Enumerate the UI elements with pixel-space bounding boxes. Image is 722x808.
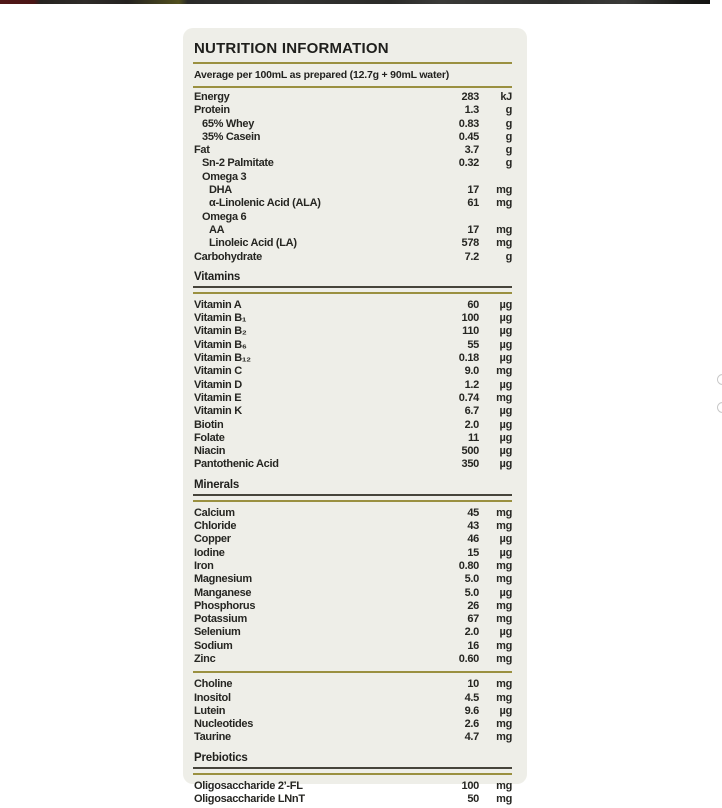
nutrient-unit: mg [496,613,512,626]
nutrient-label: Selenium [194,626,241,639]
carousel-next-button[interactable] [717,402,722,413]
nutrient-row [193,780,512,793]
nutrient-unit: µg [499,533,512,546]
nutrient-unit: mg [496,652,512,665]
nutrient-unit: mg [496,793,512,806]
nutrient-row [193,445,512,458]
nutrient-unit: µg [499,431,512,444]
nutrient-value: 45 [467,506,479,519]
nutrient-label: Omega 3 [202,170,247,183]
nutrient-unit: g [505,117,512,130]
nutrient-row [193,118,512,131]
nutrient-label: Sodium [194,639,233,652]
nutrient-unit: g [505,250,512,263]
nutrient-row [193,600,512,613]
nutrient-value: 9.0 [464,365,479,378]
nutrient-value: 3.7 [464,144,479,157]
nutrient-row [193,237,512,250]
nutrient-value: 11 [467,431,479,444]
nutrient-value: 50 [467,793,479,806]
nutrient-label: Manganese [194,586,252,599]
nutrient-label: Vitamin B₁ [194,312,247,325]
nutrient-row [193,640,512,653]
nutrient-row [193,507,512,520]
nutrient-row [193,104,512,117]
nutrient-unit: µg [499,445,512,458]
nutrient-value: 46 [467,533,479,546]
nutrient-value: 283 [461,91,479,103]
nutrient-value: 2.6 [464,718,479,731]
nutrient-value: 100 [461,312,479,325]
nutrient-label: Vitamin B₆ [194,338,247,351]
nutrient-value: 0.74 [458,391,479,404]
nutrient-value: 60 [467,298,479,311]
section-rows-other-nutrients [193,675,512,746]
panel-title: NUTRITION INFORMATION [194,40,389,57]
nutrient-value: 5.0 [464,586,479,599]
nutrient-row [193,299,512,312]
nutrient-row [193,184,512,197]
nutrient-unit: mg [496,365,512,378]
nutrient-row [193,718,512,731]
nutrient-row [193,419,512,432]
nutrient-unit: mg [496,559,512,572]
nutrient-value: 110 [462,325,479,338]
nutrient-unit: g [505,144,512,157]
section-rows-macronutrients [193,88,512,266]
serving-info: Average per 100mL as prepared (12.7g + 90mL water) [194,69,450,81]
nutrient-label: Iodine [194,546,225,559]
nutrient-label: Lutein [194,704,226,717]
section-header-vitamins: Vitamins [194,270,241,283]
nutrient-label: Folate [194,431,225,444]
nutrient-label: Omega 6 [202,210,247,223]
cropped-top-banner [0,0,710,4]
nutrient-value: 6.7 [464,405,479,418]
nutrient-row [193,312,512,325]
nutrient-label: Potassium [194,613,247,626]
nutrient-label: DHA [209,184,232,197]
nutrient-label: Zinc [194,652,216,665]
nutrient-label: Chloride [194,520,237,533]
nutrient-unit: µg [499,352,512,365]
nutrient-value: 4.5 [464,691,479,704]
nutrient-unit: mg [496,197,512,210]
nutrient-value: 43 [467,520,479,533]
nutrient-value: 67 [467,613,479,626]
nutrient-row [193,533,512,546]
nutrient-value: 0.83 [458,117,479,130]
nutrient-unit: µg [499,312,512,325]
nutrient-label: Oligosaccharide 2’-FL [194,779,303,792]
section-rows-prebiotics [193,777,512,808]
nutrient-unit: µg [499,378,512,391]
nutrient-row [193,131,512,144]
nutrient-value: 61 [467,197,479,210]
nutrient-unit: mg [496,184,512,197]
section-divider [193,671,512,673]
nutrient-unit: kJ [500,91,512,103]
nutrient-row [193,458,512,471]
nutrient-value: 2.0 [464,626,479,639]
nutrient-row [193,379,512,392]
nutrient-unit: mg [496,223,512,236]
nutrient-unit: mg [496,718,512,731]
section-header-prebiotics: Prebiotics [194,751,248,764]
carousel-prev-button[interactable] [717,374,722,385]
nutrient-unit: µg [499,405,512,418]
nutrient-unit: mg [496,779,512,792]
nutrient-row [193,678,512,691]
nutrient-unit: mg [496,691,512,704]
nutrient-value: 2.0 [464,418,479,431]
nutrient-value: 0.18 [458,352,479,365]
nutrient-value: 1.2 [464,378,479,391]
nutrient-row [193,573,512,586]
nutrient-value: 4.7 [464,731,479,744]
nutrient-unit: mg [496,678,512,691]
nutrient-row [193,157,512,170]
section-header-rule [193,767,512,769]
nutrient-label: Protein [194,104,230,117]
nutrient-label: Phosphorus [194,599,256,612]
nutrient-label: Choline [194,678,233,691]
nutrient-row [193,91,512,104]
nutrient-label: Energy [194,91,230,103]
nutrient-value: 9.6 [464,704,479,717]
nutrient-row [193,392,512,405]
nutrient-label: Niacin [194,445,226,458]
nutrient-unit: mg [496,731,512,744]
section-gold-rule [193,292,512,294]
nutrient-unit: µg [499,338,512,351]
nutrient-unit: mg [496,391,512,404]
nutrient-row [193,613,512,626]
nutrient-unit: µg [499,546,512,559]
nutrient-unit: µg [499,586,512,599]
section-gold-rule [193,500,512,502]
section-rows-minerals [193,504,512,669]
nutrition-table [193,88,512,808]
nutrient-unit: µg [499,626,512,639]
nutrient-label: Linoleic Acid (LA) [209,237,297,250]
nutrient-value: 26 [467,599,479,612]
nutrient-label: Magnesium [194,573,252,586]
nutrient-row [193,653,512,666]
nutrient-unit: µg [499,704,512,717]
nutrition-information-panel [183,28,527,806]
nutrient-unit: mg [496,506,512,519]
nutrient-label: Oligosaccharide LNnT [194,793,305,806]
nutrient-label: Vitamin D [194,378,242,391]
nutrient-unit: mg [496,639,512,652]
nutrient-unit: g [505,157,512,170]
nutrient-unit: g [505,104,512,117]
nutrient-row [193,251,512,264]
nutrient-label: Taurine [194,731,231,744]
nutrient-value: 500 [461,445,479,458]
nutrient-row [193,197,512,210]
nutrient-row [193,211,512,224]
nutrient-row [193,365,512,378]
section-header-rule [193,494,512,496]
nutrient-label: Vitamin K [194,405,242,418]
nutrient-row [193,339,512,352]
nutrient-value: 16 [467,639,479,652]
section-gold-rule [193,773,512,775]
nutrient-row [193,405,512,418]
nutrient-row [193,352,512,365]
nutrient-label: Inositol [194,691,231,704]
nutrient-value: 0.80 [458,559,479,572]
nutrient-label: Biotin [194,418,224,431]
section-header-rule [193,286,512,288]
nutrient-value: 350 [461,458,479,471]
nutrient-label: Sn-2 Palmitate [202,157,274,170]
nutrient-row [193,705,512,718]
nutrient-label: Nucleotides [194,718,254,731]
nutrient-label: Vitamin C [194,365,242,378]
nutrient-row [193,547,512,560]
nutrient-value: 0.45 [458,130,479,143]
nutrient-row [193,692,512,705]
nutrient-value: 17 [467,223,479,236]
nutrient-label: Pantothenic Acid [194,458,279,471]
nutrient-value: 100 [461,779,479,792]
nutrient-label: Iron [194,559,214,572]
nutrient-unit: µg [499,458,512,471]
nutrient-unit: mg [496,599,512,612]
section-header-minerals: Minerals [194,478,240,491]
nutrient-label: Copper [194,533,231,546]
nutrient-label: 35% Casein [202,130,261,143]
section-rows-vitamins [193,296,512,474]
nutrient-unit: mg [496,237,512,250]
nutrient-row [193,224,512,237]
nutrient-unit: mg [496,573,512,586]
nutrient-value: 578 [461,237,479,250]
nutrient-label: AA [209,223,225,236]
nutrient-value: 10 [467,678,479,691]
nutrient-row [193,171,512,184]
nutrient-value: 1.3 [464,104,479,117]
nutrient-value: 5.0 [464,573,479,586]
nutrient-unit: g [505,130,512,143]
nutrient-value: 15 [467,546,479,559]
nutrient-row [193,560,512,573]
nutrient-row [193,144,512,157]
nutrient-row [193,731,512,744]
nutrient-unit: mg [496,520,512,533]
nutrient-label: Fat [194,144,210,157]
nutrient-label: Calcium [194,506,235,519]
nutrient-value: 55 [467,338,479,351]
nutrient-value: 17 [467,184,479,197]
nutrient-unit: µg [499,325,512,338]
nutrient-value: 0.32 [458,157,479,170]
nutrient-row [193,793,512,806]
nutrient-label: α-Linolenic Acid (ALA) [209,197,321,210]
nutrient-value: 7.2 [464,250,479,263]
nutrient-unit: µg [499,298,512,311]
nutrient-label: Vitamin B₁₂ [194,352,251,365]
nutrient-label: Vitamin A [194,298,242,311]
nutrient-row [193,520,512,533]
nutrient-row [193,325,512,338]
nutrient-label: Vitamin B₂ [194,325,247,338]
nutrient-label: Vitamin E [194,391,242,404]
nutrient-value: 0.60 [458,652,479,665]
nutrient-unit: µg [499,418,512,431]
nutrient-label: Carbohydrate [194,250,262,263]
nutrient-row [193,626,512,639]
nutrient-row [193,587,512,600]
nutrient-label: 65% Whey [202,117,255,130]
nutrient-row [193,432,512,445]
